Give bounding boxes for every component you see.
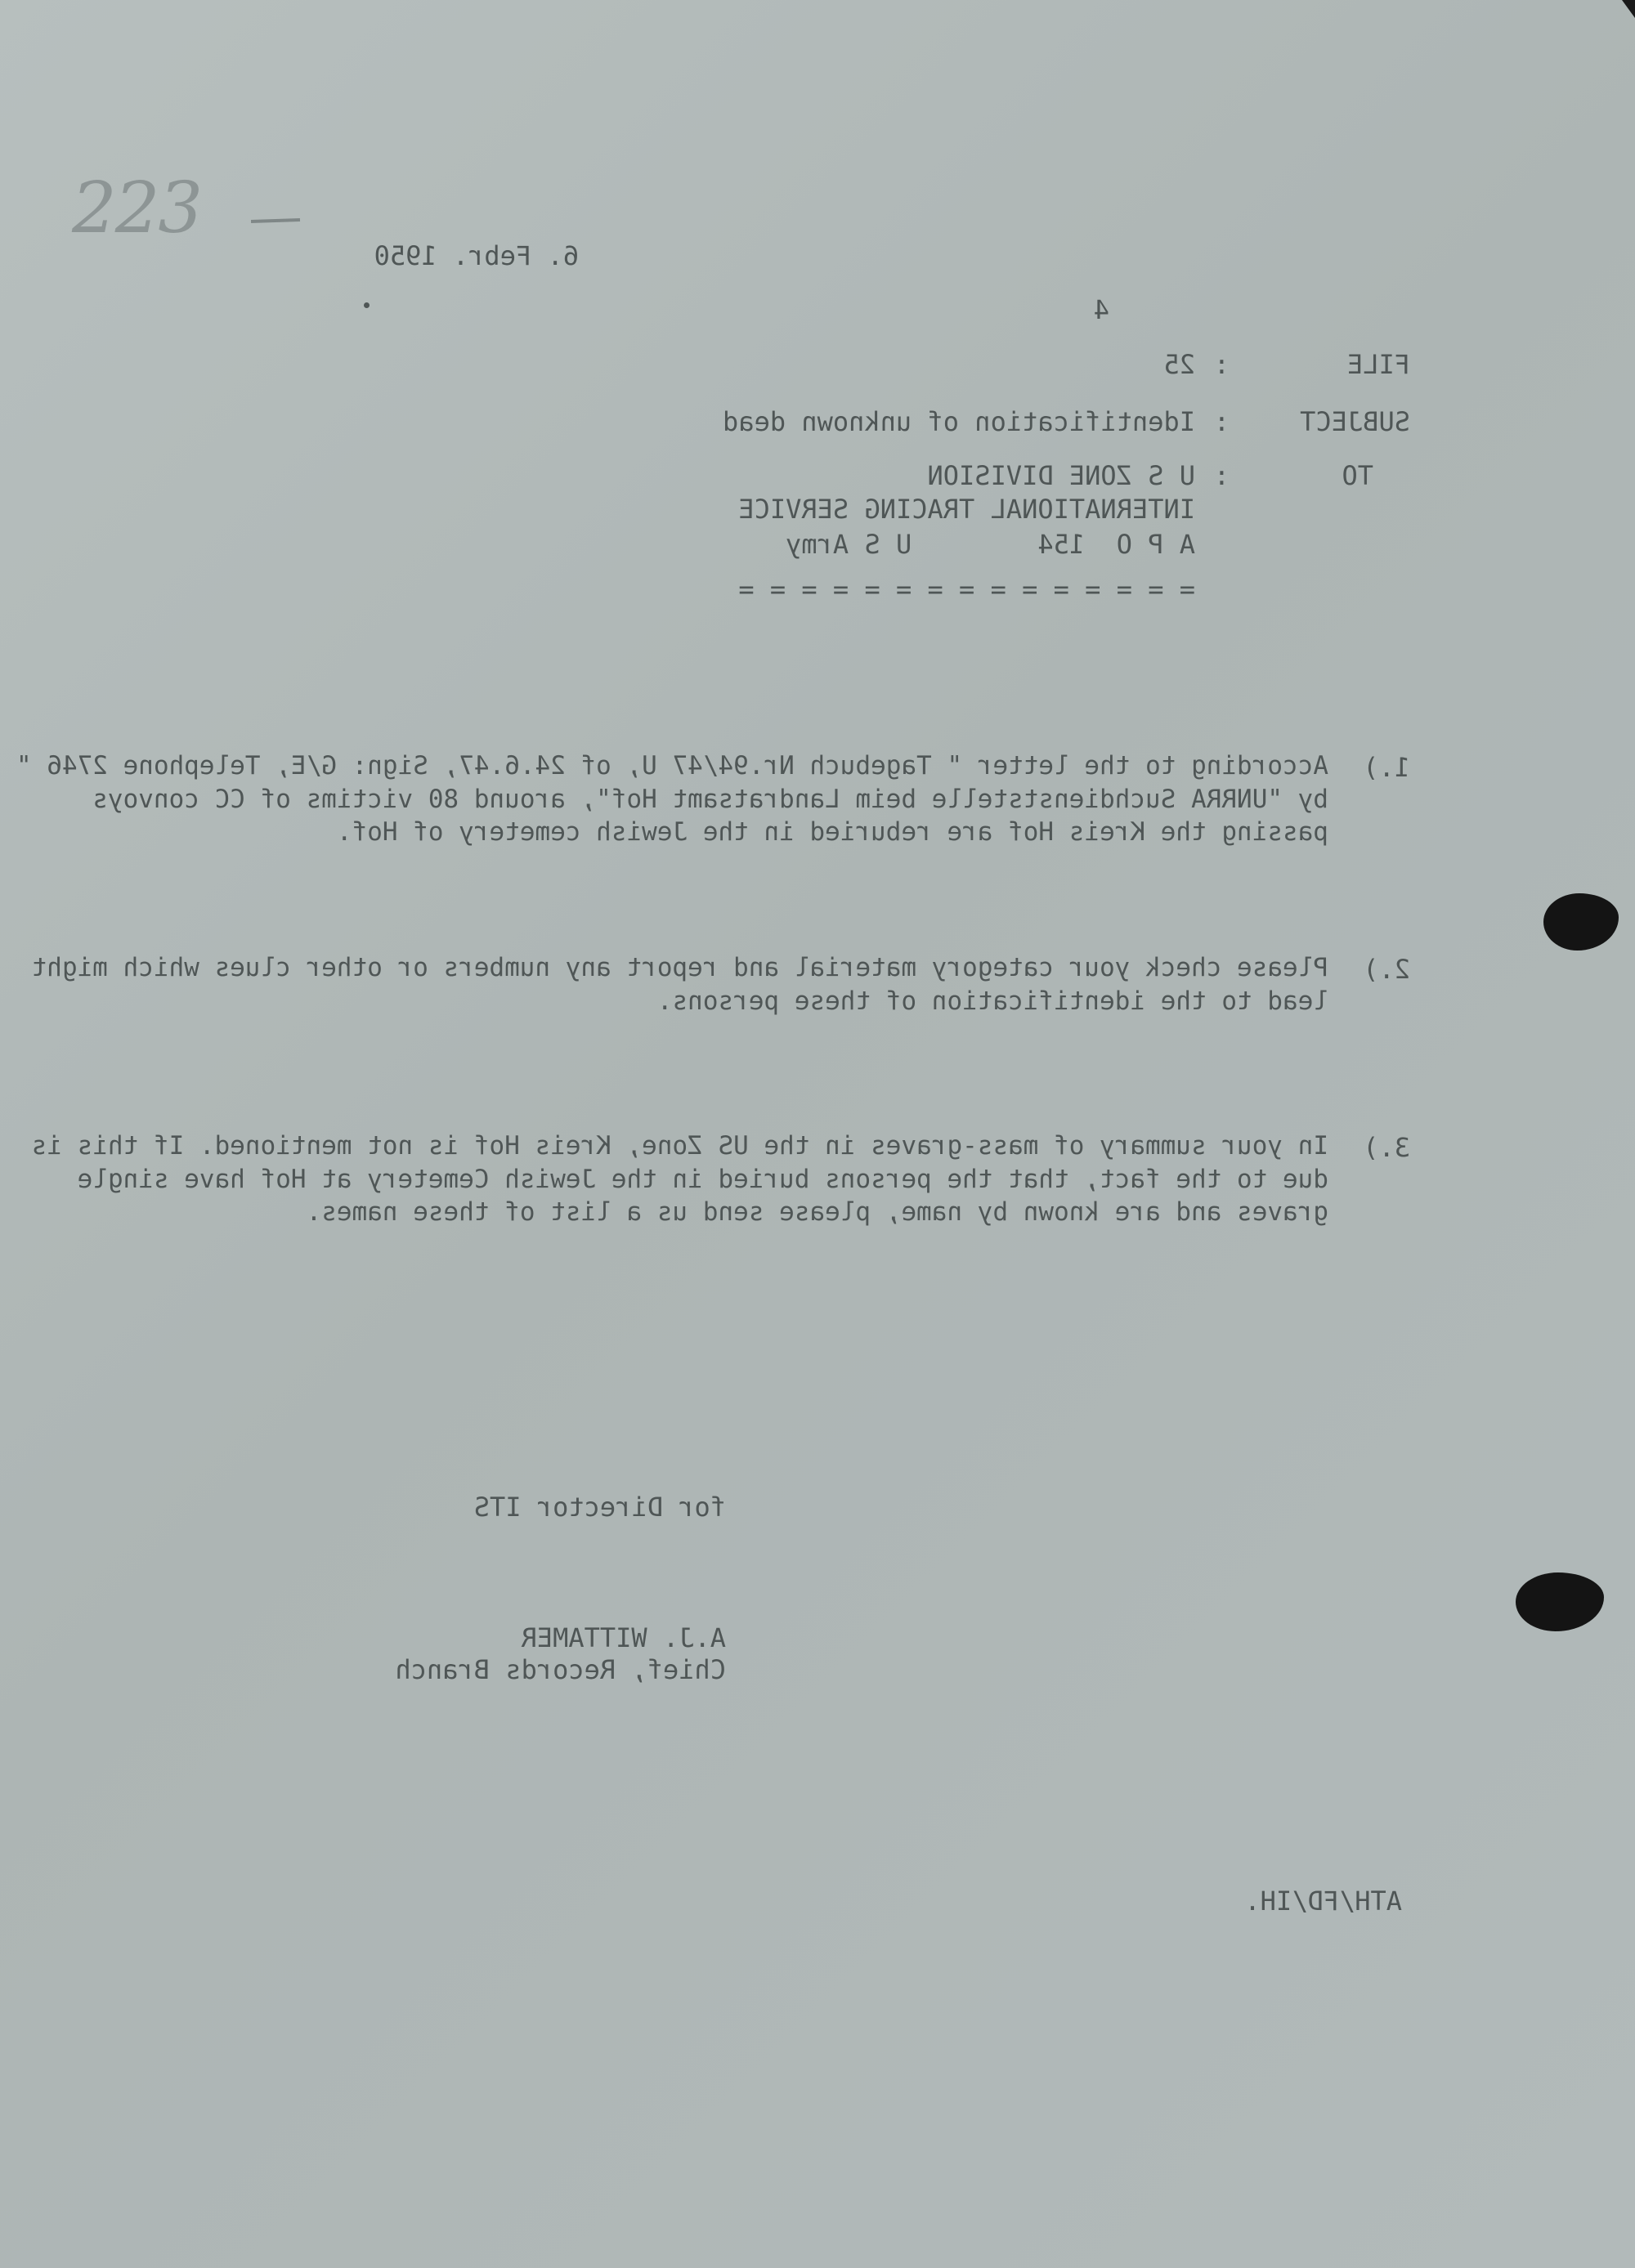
to-label: TO bbox=[1342, 460, 1373, 491]
to-line-1: U S ZONE DIVISION bbox=[927, 460, 1195, 491]
subject-label: SUBJECT bbox=[1300, 406, 1410, 437]
paragraph-number: 3.) bbox=[1363, 1132, 1410, 1163]
paragraph-text: Please check your category material and report any numbers or other clues which might lead to the identification of these persons. bbox=[31, 953, 1328, 1016]
reference-initials: ATH/FD/IH. bbox=[1244, 1886, 1402, 1917]
subject-colon: : bbox=[1213, 406, 1230, 437]
file-colon: : bbox=[1213, 349, 1230, 380]
page-mark: 4 bbox=[1093, 294, 1109, 325]
paragraph-number: 2.) bbox=[1363, 954, 1410, 985]
signature-title: Chief, Records Branch bbox=[395, 1654, 726, 1685]
to-colon: : bbox=[1213, 460, 1230, 491]
subject-value: Identification of unknown dead bbox=[723, 406, 1195, 437]
paragraph-number: 1.) bbox=[1363, 752, 1410, 783]
paragraph-text: In your summary of mass-graves in the US Zone, Kreis Hof is not mentioned. If this is due to the fact, that the persons buried in the Jewish Cemetery at Hof have single graves and are known by name, please send us a list of these names. bbox=[31, 1131, 1328, 1227]
to-line-3: A P O 154 U S Army bbox=[786, 529, 1195, 560]
file-label: FILE bbox=[1346, 349, 1410, 380]
paragraph-text: According to the letter " Tagebuch Nr.94/47 U, of 24.6.47, Sign: G/E, Telephone 2746 " by "UNRRA Suchdienststelle beim Landratsamt Hof", around 80 victims of CC convoys passing the Kreis Hof are reburied in the Jewish cemetery of Hof. bbox=[16, 751, 1328, 847]
handwritten-page-number: 223 bbox=[72, 168, 202, 249]
signature-for-line: for Director ITS bbox=[473, 1492, 726, 1523]
to-line-2: INTERNATIONAL TRACING SERVICE bbox=[738, 494, 1195, 525]
header-rule: = = = = = = = = = = = = = = = bbox=[738, 574, 1195, 605]
signature-name: A.J. WITTAMER bbox=[521, 1622, 726, 1653]
file-value: 25 bbox=[1163, 349, 1195, 380]
letter-date: 6. Febr. 1950 bbox=[374, 240, 579, 271]
